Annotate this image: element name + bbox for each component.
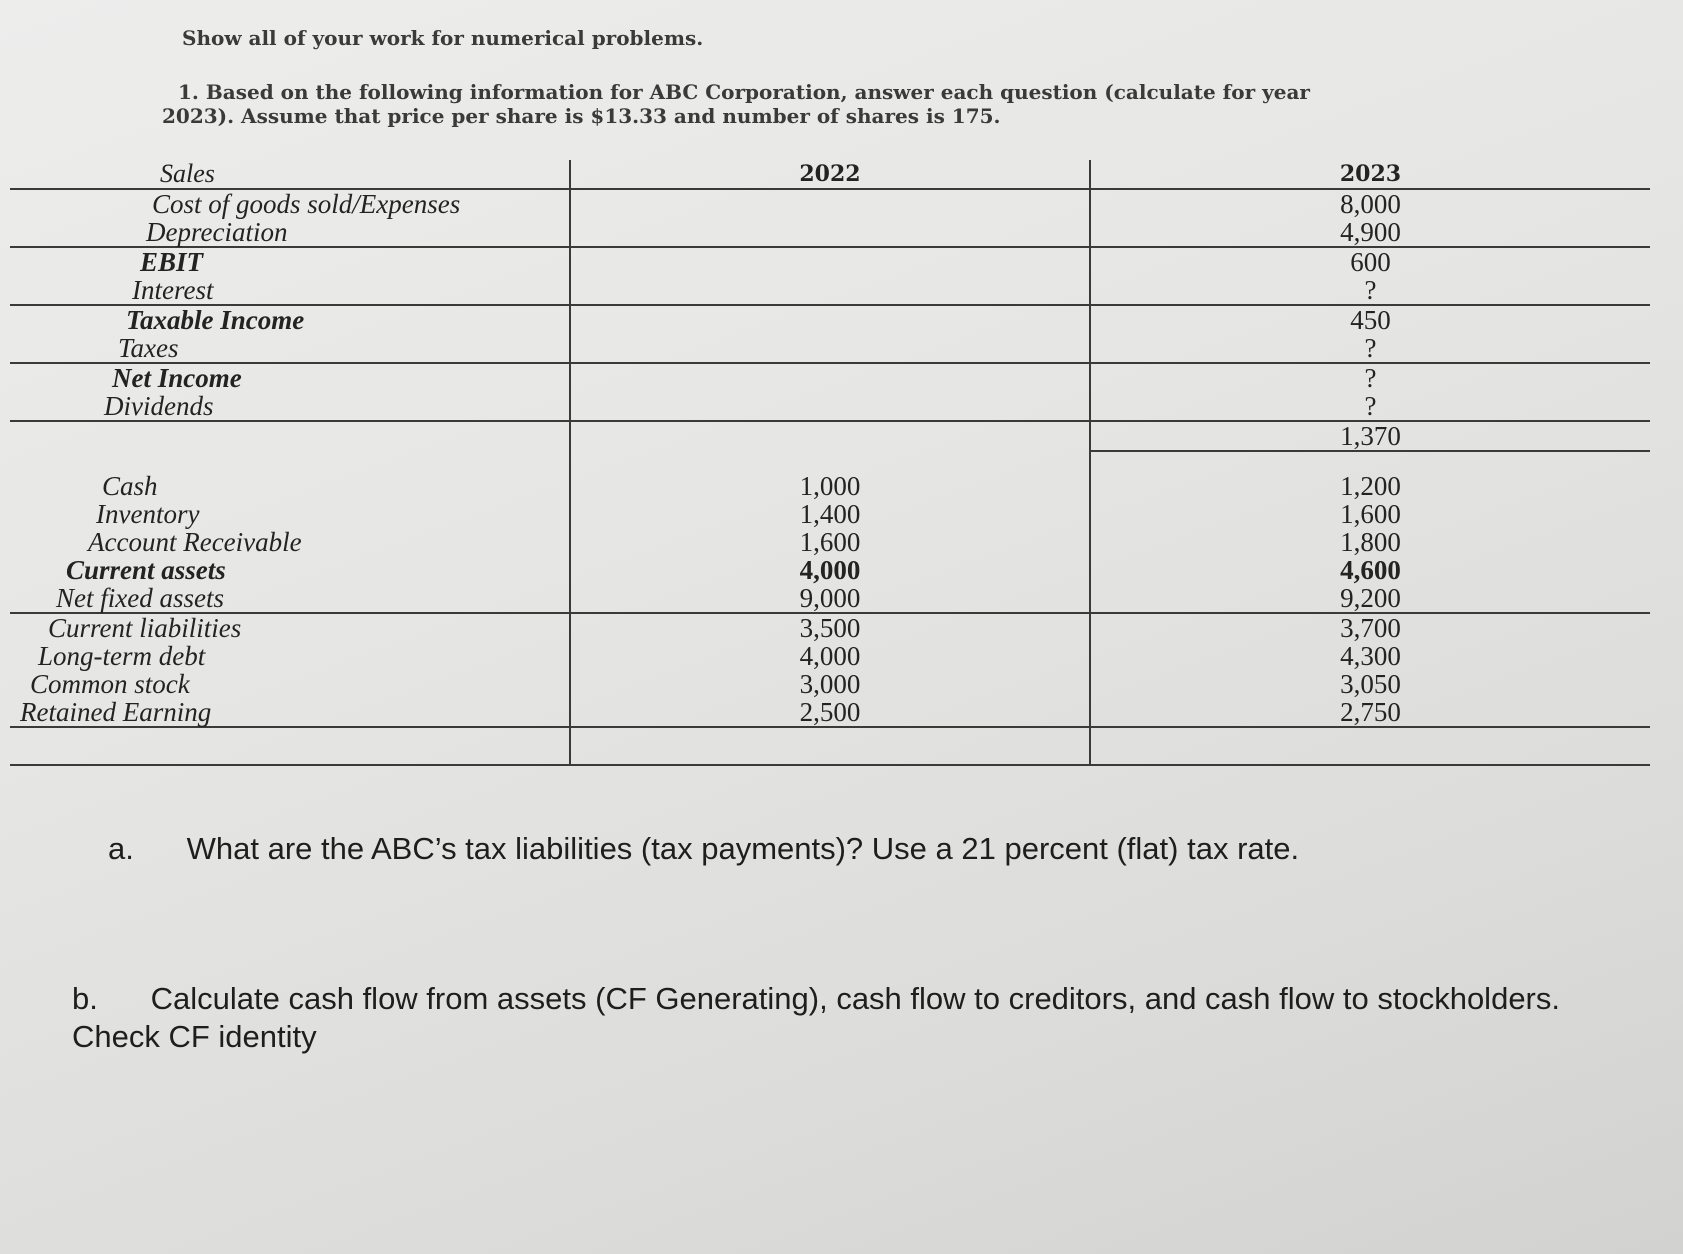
cell-2022: 1,600 [570, 528, 1090, 556]
part-a-letter: a. [108, 831, 134, 866]
cell-2023: 600 [1350, 247, 1391, 277]
column-header-2023: 2023 [1090, 160, 1650, 189]
cell-2022 [570, 276, 1090, 305]
question-part-b [72, 980, 1612, 1056]
cell-2023: 450 [1350, 305, 1391, 335]
cell-2022 [570, 334, 1090, 363]
table-row [10, 528, 1650, 556]
table-row [10, 472, 1650, 500]
row-label-account-receivable: Account Receivable [10, 528, 570, 556]
row-label-current-assets: Current assets [10, 556, 570, 584]
table-row [10, 305, 1650, 334]
table-row [10, 613, 1650, 642]
row-label-sales: Sales [10, 160, 570, 189]
cell-2023-dividends: 1,370 [1090, 421, 1650, 451]
table-row [10, 218, 1650, 247]
cell-2023: 1,600 [1340, 499, 1401, 529]
cell-2022: 4,000 [570, 642, 1090, 670]
table-spacer [10, 451, 1650, 472]
row-label-cash: Cash [10, 472, 570, 500]
table-row [10, 642, 1650, 670]
row-label-common-stock: Common stock [10, 670, 570, 698]
cell-2022: 3,000 [570, 670, 1090, 698]
cell-2023: 9,200 [1090, 584, 1650, 613]
cell-2022: 3,500 [570, 613, 1090, 642]
row-label-taxes: Taxes [10, 334, 570, 363]
cell-2023: 4,300 [1340, 641, 1401, 671]
cell-2023: 4,900 [1090, 218, 1650, 247]
table-row [10, 189, 1650, 218]
row-label-taxable-income: Taxable Income [10, 305, 570, 334]
instructions: Show all of your work for numerical problems. [182, 26, 704, 50]
cell-2022: 9,000 [570, 584, 1090, 613]
question-line-2: 2023). Assume that price per share is $13.33 and number of shares is 175. [162, 104, 1001, 128]
cell-2023: 1,200 [1340, 471, 1401, 501]
question-part-a [108, 830, 1608, 868]
table-row [10, 392, 1650, 421]
table-row [10, 584, 1650, 613]
cell-2023: 4,600 [1340, 555, 1401, 585]
cell-2023: ? [1364, 363, 1377, 393]
cell-2023: ? [1090, 392, 1650, 421]
cell-2022: 2,500 [570, 698, 1090, 727]
cell-2023: ? [1090, 276, 1650, 305]
cell-2022: 1,400 [570, 500, 1090, 528]
cell-2022 [570, 247, 1090, 276]
row-label-inventory: Inventory [10, 500, 570, 528]
table-row [10, 556, 1650, 584]
table-row [10, 334, 1650, 363]
row-label-current-liabilities: Current liabilities [10, 613, 570, 642]
question-line-1: 1. Based on the following information for ABC Corporation, answer each question (calculate for year [178, 80, 1310, 104]
table-row [10, 670, 1650, 698]
row-label-cogs: Cost of goods sold/Expenses [10, 189, 570, 218]
cell-2023: 8,000 [1340, 189, 1401, 219]
column-header-2022: 2022 [570, 160, 1090, 189]
cell-2022: 1,000 [570, 472, 1090, 500]
row-label-long-term-debt: Long-term debt [10, 642, 570, 670]
row-label-net-income: Net Income [10, 363, 570, 392]
part-b-text: Calculate cash flow from assets (CF Generating), cash flow to creditors, and cash flow to stockholders. Check CF identity [72, 981, 1560, 1054]
cell-2022 [570, 392, 1090, 421]
cell-2022: 4,000 [570, 556, 1090, 584]
row-label-interest: Interest [10, 276, 570, 305]
part-b-letter: b. [72, 981, 98, 1016]
row-label-retained-earning: Retained Earning [10, 698, 570, 727]
cell-2022 [570, 189, 1090, 218]
table-row [10, 421, 1650, 451]
table-row [10, 247, 1650, 276]
cell-2022 [570, 363, 1090, 392]
row-label-ebit: EBIT [10, 247, 570, 276]
table-row [10, 500, 1650, 528]
table-row [10, 363, 1650, 392]
row-label-depreciation: Depreciation [10, 218, 570, 247]
cell-2023: 1,800 [1340, 527, 1401, 557]
table-row [10, 276, 1650, 305]
table-row [10, 698, 1650, 727]
table-footer-row [10, 727, 1650, 765]
part-a-text: What are the ABC’s tax liabilities (tax payments)? Use a 21 percent (flat) tax rate. [186, 831, 1300, 866]
cell-2023: 3,050 [1340, 669, 1401, 699]
row-label-dividends: Dividends [10, 392, 570, 421]
financial-table [10, 160, 1650, 766]
cell-2022 [570, 218, 1090, 247]
row-label-net-fixed-assets: Net fixed assets [10, 584, 570, 613]
cell-2022 [570, 305, 1090, 334]
table-header-row [10, 160, 1650, 189]
cell-2023: 2,750 [1340, 697, 1401, 727]
cell-2023: ? [1090, 334, 1650, 363]
cell-2023: 3,700 [1340, 613, 1401, 643]
